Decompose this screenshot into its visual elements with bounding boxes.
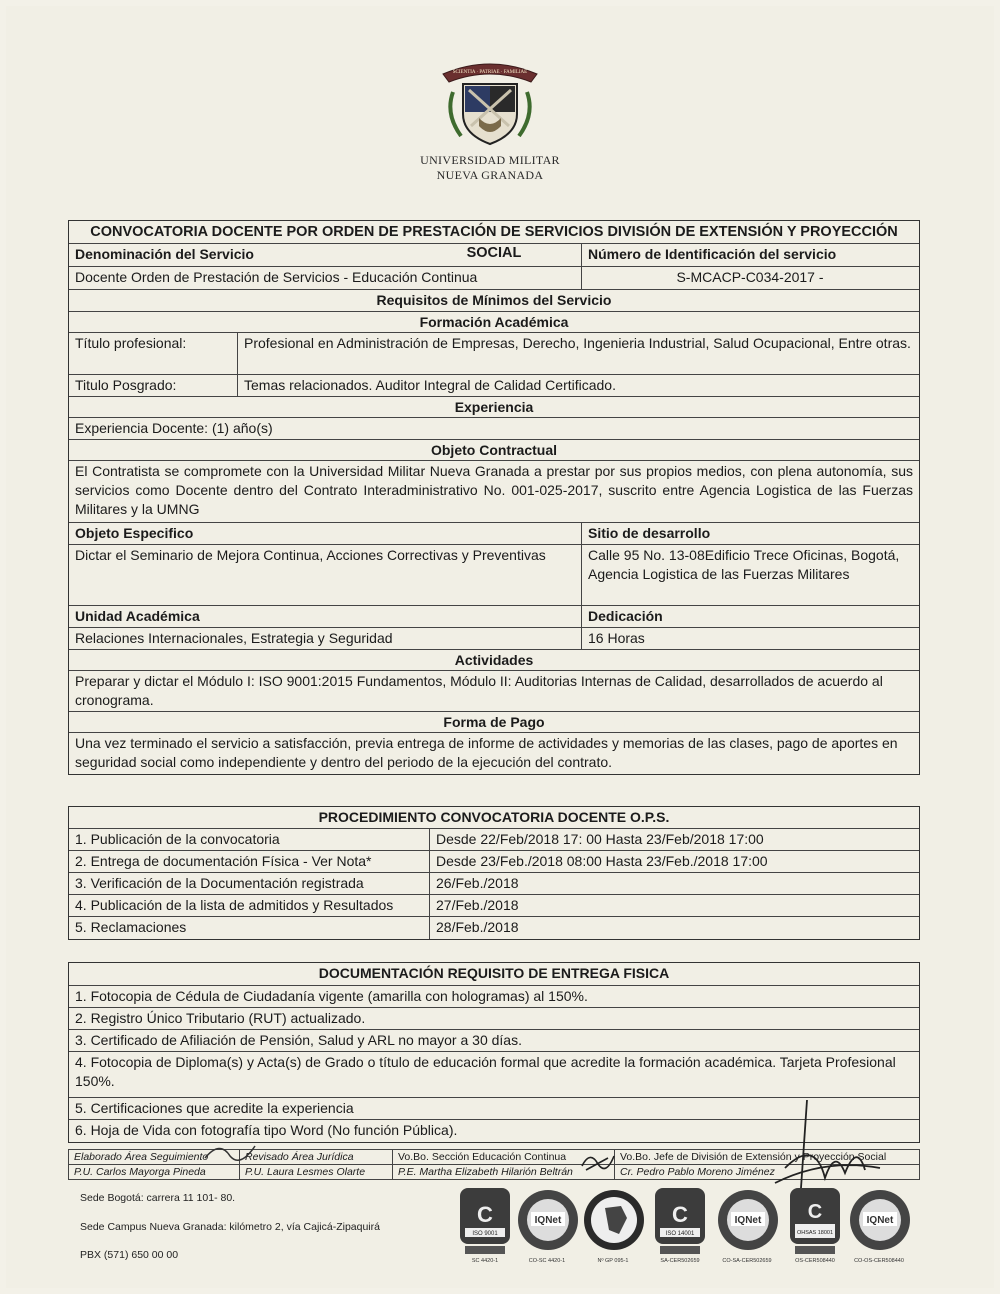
procedimiento-step: 1. Publicación de la convocatoria xyxy=(75,831,280,847)
icontec-ohsas18001-icon xyxy=(785,1188,845,1266)
signature-icon xyxy=(200,1138,260,1168)
svg-text:SCIENTIA · PATRIAE · FAMILIAE: SCIENTIA · PATRIAE · FAMILIAE xyxy=(452,70,528,75)
procedimiento-date: 27/Feb./2018 xyxy=(429,895,918,916)
documentacion-item: 1. Fotocopia de Cédula de Ciudadanía vigente (amarilla con hologramas) al 150%. xyxy=(75,988,588,1004)
icontec-iso9001-icon xyxy=(455,1188,515,1266)
cert-label: IQNet xyxy=(534,1215,562,1226)
svg-text:C: C xyxy=(477,1202,493,1227)
svg-text:C: C xyxy=(672,1202,688,1227)
objeto-especifico-value: Dictar el Seminario de Mejora Continua, Acciones Correctivas y Preventivas xyxy=(75,547,546,563)
cert-label: IQNet xyxy=(866,1215,894,1226)
cert-label: OHSAS 18001 xyxy=(796,1230,834,1236)
iqnet-icon xyxy=(717,1188,777,1266)
procedimiento-step: 2. Entrega de documentación Física - Ver Nota* xyxy=(75,853,372,869)
cert-label: IQNet xyxy=(734,1215,762,1226)
firma-name: P.U. Laura Lesmes Olarte xyxy=(239,1165,392,1179)
university-name-line1: UNIVERSIDAD MILITAR xyxy=(420,153,560,167)
unidad-label: Unidad Académica xyxy=(75,608,200,624)
procedimiento-row xyxy=(69,873,919,895)
sitio-label: Sitio de desarrollo xyxy=(581,523,918,544)
actividades-heading: Actividades xyxy=(454,652,534,668)
procedimiento-date: 28/Feb./2018 xyxy=(429,917,918,939)
firma-role: Vo.Bo. Sección Educación Continua xyxy=(392,1150,614,1164)
titulo-posgrado-value: Temas relacionados. Auditor Integral de Calidad Certificado. xyxy=(237,375,918,396)
pbx: PBX (571) 650 00 00 xyxy=(80,1249,179,1261)
procedimiento-table xyxy=(68,806,920,940)
denominacion-label: Denominación del Servicio xyxy=(75,246,254,262)
dedicacion-value: 16 Horas xyxy=(581,628,918,649)
procedimiento-row xyxy=(69,851,919,873)
forma-pago-heading: Forma de Pago xyxy=(443,714,545,730)
firma-name: Cr. Pedro Pablo Moreno Jiménez xyxy=(614,1165,919,1179)
formacion-heading: Formación Académica xyxy=(419,314,569,330)
objeto-contractual-value: El Contratista se compromete con la Universidad Militar Nueva Granada a prestar por sus propios medios, con plena autonomía, sus servicios como Docente dentro del Contrato Interadministrativo No. 001-025-2017, suscrito entre Agencia Logistica de las Fuerzas Militares y la UMNG xyxy=(75,463,913,517)
titulo-profesional-value: Profesional en Administración de Empresas, Derecho, Ingenieria Industrial, Salud Ocupacional, Entre otras. xyxy=(237,333,918,374)
actividades-value: Preparar y dictar el Módulo I: ISO 9001:2015 Fundamentos, Módulo II: Auditorias Internas de Calidad, desarrollados de acuerdo al cronograma. xyxy=(75,673,883,708)
signature-icon xyxy=(765,1098,885,1198)
experiencia-heading: Experiencia xyxy=(454,399,534,415)
iqnet-icon xyxy=(517,1188,577,1266)
cert-code: CO-SA-CER502659 xyxy=(722,1258,772,1264)
cert-code: SC 4420-1 xyxy=(471,1258,499,1264)
procedimiento-title: PROCEDIMIENTO CONVOCATORIA DOCENTE O.P.S. xyxy=(318,809,670,825)
numero-value: S-MCACP-C034-2017 - xyxy=(581,267,918,289)
university-name-line2: NUEVA GRANADA xyxy=(436,168,544,182)
university-crest-icon xyxy=(435,52,545,152)
firma-role: Revisado Área Jurídica xyxy=(239,1150,392,1164)
sede-bogota: Sede Bogotá: carrera 11 101- 80. xyxy=(80,1192,236,1204)
forma-pago-value: Una vez terminado el servicio a satisfacción, previa entrega de informe de actividades y memorias de las clases, pago de aportes en seguridad social como independiente y dentro del periodo de la ejecución del contrato. xyxy=(75,735,898,770)
experiencia-value: Experiencia Docente: (1) año(s) xyxy=(75,420,273,436)
firma-name: P.E. Martha Elizabeth Hilarión Beltrán xyxy=(392,1165,614,1179)
sitio-value: Calle 95 No. 13-08Edificio Trece Oficinas, Bogotá, Agencia Logistica de las Fuerzas Militares xyxy=(581,545,918,605)
objeto-especifico-label: Objeto Especifico xyxy=(75,525,194,541)
cert-code: CO-SC 4420-1 xyxy=(528,1258,566,1264)
signature-icon xyxy=(578,1148,618,1178)
cert-code: Nº GP 095-1 xyxy=(597,1258,629,1264)
cert-code: SA-CER502659 xyxy=(660,1258,700,1264)
firma-role: Elaborado Área Seguimiento xyxy=(74,1151,209,1163)
cert-code: OS-CER508440 xyxy=(795,1258,835,1264)
documentacion-item: 6. Hoja de Vida con fotografía tipo Word (No función Pública). xyxy=(75,1122,458,1138)
documentacion-item: 5. Certificaciones que acredite la experiencia xyxy=(75,1100,354,1116)
dedicacion-label: Dedicación xyxy=(581,606,918,627)
procedimiento-step: 3. Verificación de la Documentación registrada xyxy=(75,875,364,891)
documentacion-item: 3. Certificado de Afiliación de Pensión, Salud y ARL no mayor a 30 días. xyxy=(75,1032,522,1048)
university-logo xyxy=(420,52,560,182)
documentacion-item: 2. Registro Único Tributario (RUT) actualizado. xyxy=(75,1010,366,1026)
documentacion-item: 4. Fotocopia de Diploma(s) y Acta(s) de Grado o título de educación formal que acredite la formación académica. Tarjeta Profesional 150%. xyxy=(75,1054,896,1089)
icontec-iso14001-icon xyxy=(650,1188,710,1266)
procedimiento-step: 4. Publicación de la lista de admitidos y Resultados xyxy=(75,897,394,913)
procedimiento-date: 26/Feb./2018 xyxy=(429,873,918,894)
convocatoria-table xyxy=(68,220,920,775)
svg-text:C: C xyxy=(807,1201,823,1223)
unidad-value: Relaciones Internacionales, Estrategia y Seguridad xyxy=(75,630,393,646)
firma-name: P.U. Carlos Mayorga Pineda xyxy=(74,1166,206,1178)
documentacion-title: DOCUMENTACIÓN REQUISITO DE ENTREGA FISICA xyxy=(318,965,670,981)
requisitos-heading: Requisitos de Mínimos del Servicio xyxy=(376,292,612,308)
sede-campus: Sede Campus Nueva Granada: kilómetro 2, vía Cajicá-Zipaquirá xyxy=(80,1221,380,1233)
certifications-strip xyxy=(455,1188,915,1270)
procedimiento-date: Desde 22/Feb/2018 17: 00 Hasta 23/Feb/2018 17:00 xyxy=(429,829,918,850)
procedimiento-row xyxy=(69,917,919,939)
cert-label: ISO 14001 xyxy=(665,1231,695,1237)
cert-code: CO-OS-CER508440 xyxy=(854,1258,904,1264)
procedimiento-row xyxy=(69,829,919,851)
colombia-map-seal-icon xyxy=(583,1188,643,1266)
titulo-posgrado-label: Titulo Posgrado: xyxy=(75,377,177,393)
procedimiento-row xyxy=(69,895,919,917)
objeto-contractual-heading: Objeto Contractual xyxy=(430,442,557,458)
procedimiento-step: 5. Reclamaciones xyxy=(75,919,187,935)
firma-role: Vo.Bo. Jefe de División de Extensión y Proyección Social xyxy=(614,1150,919,1164)
procedimiento-date: Desde 23/Feb./2018 08:00 Hasta 23/Feb./2018 17:00 xyxy=(429,851,918,872)
denominacion-value: Docente Orden de Prestación de Servicios - Educación Continua xyxy=(75,269,478,285)
numero-label: Número de Identificación del servicio xyxy=(581,244,918,266)
iqnet-icon xyxy=(849,1188,909,1266)
titulo-profesional-label: Título profesional: xyxy=(75,335,187,351)
convocatoria-title: CONVOCATORIA DOCENTE POR ORDEN DE PRESTACIÓN DE SERVICIOS DIVISIÓN DE EXTENSIÓN Y PROYECCIÓN SOCIAL xyxy=(90,224,898,261)
cert-label: ISO 9001 xyxy=(472,1231,498,1237)
